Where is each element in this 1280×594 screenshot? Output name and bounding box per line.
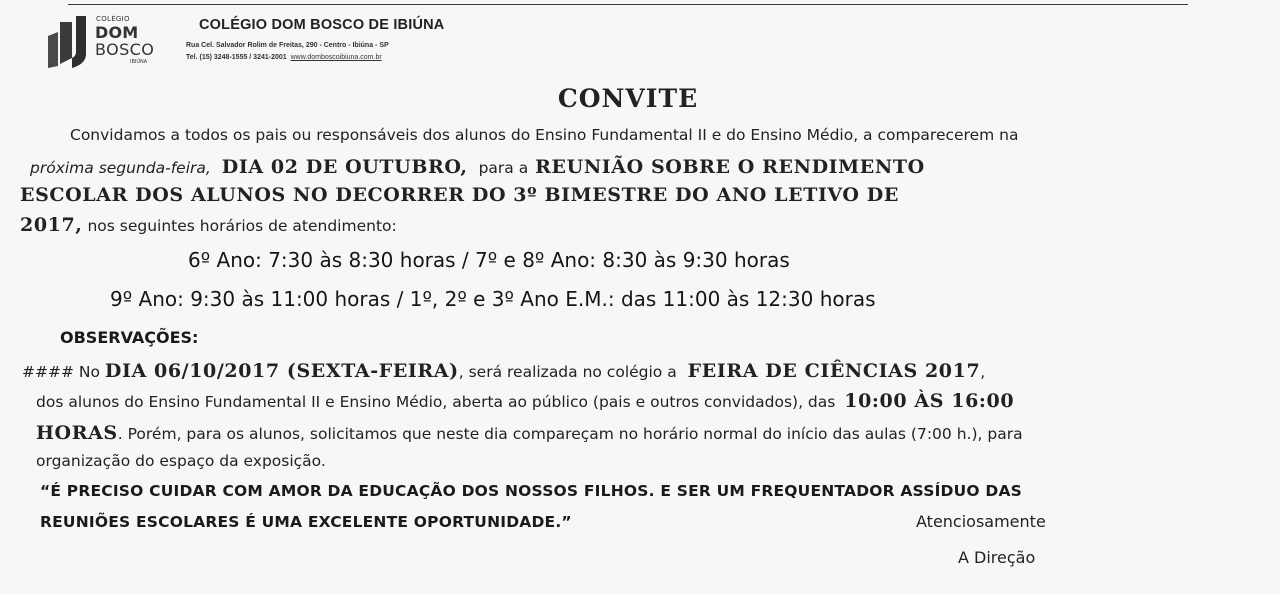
intro-connector: para a: [478, 159, 529, 177]
fair-date: DIA 06/10/2017 (SEXTA-FEIRA): [104, 360, 459, 382]
intro-text: Convidamos a todos os pais ou responsáveis dos alunos do Ensino Fundamental II e do Ensino Médio, a comparecerem na: [70, 126, 1019, 144]
intro-next-monday: próxima segunda-feira,: [30, 159, 211, 177]
schedule-line-2: 9º Ano: 9:30 às 11:00 horas / 1º, 2º e 3º Ano E.M.: das 11:00 às 12:30 horas: [110, 287, 876, 311]
obs-connector: , será realizada no colégio a: [458, 363, 677, 381]
meeting-subject-part1: REUNIÃO SOBRE O RENDIMENTO: [535, 156, 925, 178]
intro-schedule-lead: nos seguintes horários de atendimento:: [87, 217, 397, 235]
closing-text: Atenciosamente: [916, 512, 1046, 531]
intro-line-4: [20, 214, 397, 236]
logo-city-text: IBIÚNA: [130, 59, 148, 65]
school-address: Rua Cel. Salvador Rolim de Freitas, 290 - Centro - Ibiúna - SP: [186, 42, 389, 49]
fair-hours: 10:00 ÀS 16:00: [844, 390, 1015, 412]
obs-student-note: . Porém, para os alunos, solicitamos que neste dia compareçam no horário normal do início das aulas (7:00 h.), para: [117, 425, 1023, 443]
schedule-line-1: 6º Ano: 7:30 às 8:30 horas / 7º e 8º Ano: 8:30 às 9:30 horas: [188, 248, 790, 272]
quote-line-1: “É PRECISO CUIDAR COM AMOR DA EDUCAÇÃO DOS NOSSOS FILHOS. E SER UM FREQUENTADOR ASSÍDUO DAS: [40, 482, 1023, 500]
intro-line-3: [20, 184, 899, 206]
obs-prefix: #### No: [22, 363, 100, 381]
school-logo: [46, 14, 166, 72]
observation-line-4: [36, 452, 326, 470]
school-phone: Tel. (15) 3248-1555 / 3241-2001: [186, 54, 287, 61]
intro-line-1: [70, 126, 1018, 144]
logo-mark-icon: [46, 14, 92, 70]
quote-line-2: REUNIÕES ESCOLARES É UMA EXCELENTE OPORTUNIDADE.”: [40, 513, 572, 531]
signer-text: A Direção: [958, 548, 1036, 567]
obs-audience: dos alunos do Ensino Fundamental II e Ensino Médio, aberta ao público (pais e outros convidados), das: [36, 393, 836, 411]
meeting-date: DIA 02 DE OUTUBRO,: [221, 156, 468, 178]
observation-line-3: [36, 422, 1023, 444]
observation-line-2: [36, 390, 1014, 412]
page-title: CONVITE: [557, 84, 699, 113]
fair-hours-unit: HORAS: [36, 422, 118, 444]
logo-college-label: COLÉGIO: [96, 15, 130, 23]
meeting-year: 2017,: [20, 214, 83, 236]
intro-line-2: [30, 156, 925, 178]
school-website-link[interactable]: www.domboscoibiuna.com.br: [290, 54, 382, 61]
obs-closing: organização do espaço da exposição.: [36, 452, 326, 470]
school-name: COLÉGIO DOM BOSCO DE IBIÚNA: [199, 17, 445, 33]
meeting-subject-part2: ESCOLAR DOS ALUNOS NO DECORRER DO 3º BIMESTRE DO ANO LETIVO DE: [20, 184, 899, 206]
science-fair-name: FEIRA DE CIÊNCIAS 2017: [687, 360, 981, 382]
logo-bosco-text: BOSCO: [95, 40, 155, 59]
obs-comma: ,: [980, 363, 986, 381]
observation-line-1: [22, 360, 985, 382]
observations-heading: OBSERVAÇÕES:: [60, 328, 199, 347]
logo-dom-text: DOM: [95, 23, 139, 42]
school-contact: [186, 54, 382, 61]
top-border-line: [68, 4, 1188, 5]
